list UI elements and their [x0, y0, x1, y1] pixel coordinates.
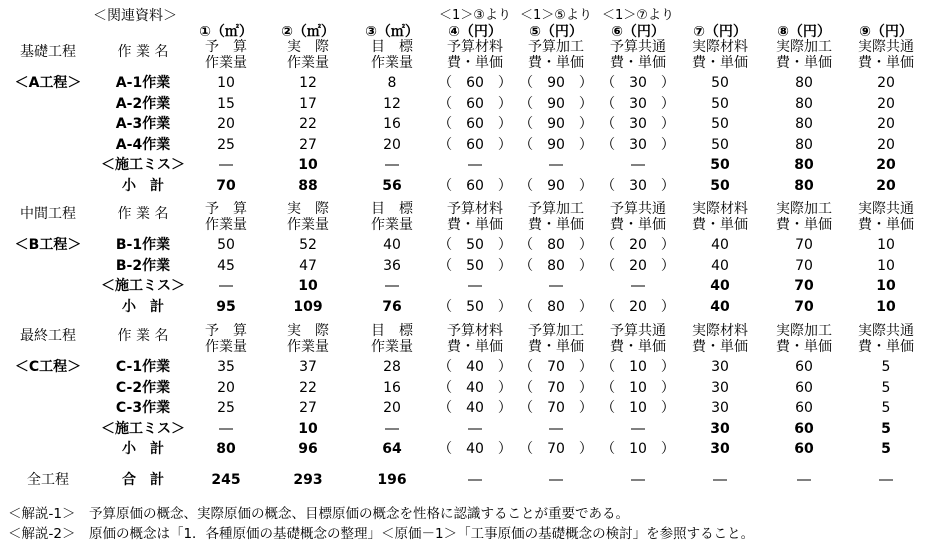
table-cell: ― — [549, 420, 563, 437]
table-cell: ― — [385, 157, 399, 173]
table-cell: （ 20 ） — [601, 257, 675, 274]
table-cell: 40 — [711, 237, 729, 253]
table-cell: 10 — [217, 75, 235, 91]
work-item-label: C-1作業 — [115, 359, 171, 375]
table-cell: 25 — [217, 400, 235, 416]
source-note: ＜1＞⑤より — [520, 8, 592, 23]
column-header: 予算共通 — [610, 323, 666, 339]
column-header-sub: 費・単価 — [528, 339, 584, 355]
table-cell: 60 — [795, 379, 813, 396]
column-header: 実際加工 — [776, 39, 832, 55]
total-cell: ― — [713, 472, 727, 488]
table-cell: 20 — [877, 136, 895, 153]
table-cell: 60 — [795, 359, 813, 375]
table-cell: 50 — [217, 237, 235, 253]
total-cell: 293 — [293, 472, 323, 488]
table-cell: ― — [219, 420, 233, 437]
stage-label: 基礎工程 — [20, 44, 76, 60]
table-cell: 70 — [795, 237, 813, 253]
column-header: 実際材料 — [692, 201, 748, 217]
column-header: 予算加工 — [528, 201, 584, 217]
table-cell: 27 — [299, 400, 317, 416]
table-cell: （ 60 ） — [438, 95, 512, 112]
table-cell: 95 — [216, 298, 236, 315]
table-cell: 20 — [876, 157, 896, 173]
table-cell: 40 — [711, 257, 729, 274]
table-cell: 10 — [877, 237, 895, 253]
column-header-sub: 費・単価 — [447, 217, 503, 233]
table-cell: ― — [219, 278, 233, 294]
table-cell: 50 — [710, 177, 730, 194]
table-cell: ― — [631, 420, 645, 437]
table-cell: （ 30 ） — [601, 177, 675, 194]
total-stage-label: 全工程 — [27, 472, 69, 488]
work-item-label: A-2作業 — [115, 95, 171, 112]
column-header-sub: 作業量 — [205, 55, 247, 71]
column-header-sub: 費・単価 — [610, 217, 666, 233]
table-cell: 5 — [881, 379, 891, 396]
column-header: 予算材料 — [447, 39, 503, 55]
table-cell: 12 — [383, 95, 401, 112]
table-cell: （ 10 ） — [601, 441, 675, 457]
total-cell: ― — [631, 472, 645, 488]
work-item-label: C-3作業 — [115, 400, 171, 416]
column-header-sub: 費・単価 — [528, 55, 584, 71]
column-header: 実際加工 — [776, 201, 832, 217]
column-header-sub: 費・単価 — [610, 55, 666, 71]
table-cell: 25 — [217, 136, 235, 153]
table-cell: ― — [219, 157, 233, 173]
table-cell: （ 90 ） — [519, 75, 593, 91]
work-item-label: A-4作業 — [115, 136, 171, 153]
column-header-sub: 費・単価 — [528, 217, 584, 233]
table-cell: 22 — [299, 116, 317, 132]
process-group-label: ＜B工程＞ — [14, 237, 82, 253]
table-cell: 96 — [298, 441, 318, 457]
total-cell: ― — [879, 472, 893, 488]
column-header: 予算加工 — [528, 323, 584, 339]
table-cell: （ 80 ） — [519, 237, 593, 253]
column-number: ②（㎡） — [281, 24, 335, 40]
column-header: 実際材料 — [692, 39, 748, 55]
table-cell: 10 — [876, 278, 896, 294]
column-header-sub: 費・単価 — [858, 55, 914, 71]
table-cell: ― — [631, 157, 645, 173]
construction-error-label: ＜施工ミス＞ — [101, 420, 185, 437]
column-number: ①（㎡） — [199, 24, 253, 40]
table-cell: 45 — [217, 257, 235, 274]
table-cell: 28 — [383, 359, 401, 375]
table-cell: 22 — [299, 379, 317, 396]
work-name-header: 作 業 名 — [117, 44, 169, 60]
total-cell: 245 — [211, 472, 241, 488]
column-header-sub: 費・単価 — [447, 55, 503, 71]
table-cell: 52 — [299, 237, 317, 253]
column-header: 予 算 — [205, 39, 247, 55]
column-header-sub: 作業量 — [371, 217, 413, 233]
column-header: 実際材料 — [692, 323, 748, 339]
column-header: 実際共通 — [858, 323, 914, 339]
column-header: 予 算 — [205, 323, 247, 339]
column-number: ⑨（円） — [859, 24, 913, 40]
column-header-sub: 費・単価 — [776, 339, 832, 355]
process-group-label: ＜C工程＞ — [14, 359, 82, 375]
table-cell: 37 — [299, 359, 317, 375]
column-header-sub: 作業量 — [287, 339, 329, 355]
table-cell: 109 — [293, 298, 323, 315]
table-cell: 15 — [217, 95, 235, 112]
table-cell: 20 — [383, 136, 401, 153]
table-cell: 50 — [711, 116, 729, 132]
column-number: ④（円） — [448, 24, 502, 40]
table-cell: （ 90 ） — [519, 177, 593, 194]
table-cell: （ 10 ） — [601, 400, 675, 416]
table-cell: 20 — [877, 95, 895, 112]
column-header: 予算加工 — [528, 39, 584, 55]
table-cell: 50 — [711, 95, 729, 112]
column-header-sub: 作業量 — [205, 339, 247, 355]
table-cell: 80 — [795, 95, 813, 112]
work-item-label: A-1作業 — [115, 75, 171, 91]
column-header-sub: 作業量 — [371, 55, 413, 71]
table-cell: 80 — [795, 116, 813, 132]
work-name-header: 作 業 名 — [117, 328, 169, 344]
table-cell: 20 — [876, 177, 896, 194]
column-header-sub: 費・単価 — [692, 217, 748, 233]
table-cell: 40 — [710, 298, 730, 315]
column-number: ③（㎡） — [365, 24, 419, 40]
subtotal-label: 小 計 — [122, 177, 164, 194]
column-header: 予算共通 — [610, 39, 666, 55]
table-cell: （ 30 ） — [601, 95, 675, 112]
source-note: ＜1＞⑦より — [602, 8, 674, 23]
table-cell: 30 — [710, 441, 730, 457]
table-cell: （ 60 ） — [438, 75, 512, 91]
table-cell: （ 90 ） — [519, 95, 593, 112]
column-header: 目 標 — [371, 201, 413, 217]
table-cell: 60 — [794, 441, 814, 457]
table-cell: 12 — [299, 75, 317, 91]
column-header: 予算材料 — [447, 323, 503, 339]
table-cell: ― — [631, 278, 645, 294]
column-header: 予算共通 — [610, 201, 666, 217]
table-cell: 30 — [710, 420, 730, 437]
total-label: 合 計 — [122, 472, 164, 488]
table-cell: （ 30 ） — [601, 75, 675, 91]
table-cell: （ 70 ） — [519, 379, 593, 396]
table-cell: 50 — [711, 136, 729, 153]
table-cell: （ 90 ） — [519, 136, 593, 153]
table-cell: 40 — [383, 237, 401, 253]
table-cell: （ 20 ） — [601, 298, 675, 315]
total-cell: ― — [468, 472, 482, 488]
table-cell: 80 — [794, 157, 814, 173]
column-header-sub: 作業量 — [287, 55, 329, 71]
process-group-label: ＜A工程＞ — [14, 75, 82, 91]
table-cell: （ 70 ） — [519, 441, 593, 457]
table-cell: 70 — [216, 177, 236, 194]
table-cell: （ 40 ） — [438, 379, 512, 396]
table-cell: 20 — [217, 116, 235, 132]
column-header-sub: 作業量 — [371, 339, 413, 355]
table-cell: （ 30 ） — [601, 116, 675, 132]
table-cell: （ 10 ） — [601, 379, 675, 396]
table-cell: （ 20 ） — [601, 237, 675, 253]
table-cell: 30 — [711, 400, 729, 416]
column-header-sub: 費・単価 — [776, 217, 832, 233]
construction-error-label: ＜施工ミス＞ — [101, 278, 185, 294]
table-cell: 80 — [794, 177, 814, 194]
total-cell: 196 — [377, 472, 407, 488]
table-cell: 10 — [298, 278, 318, 294]
construction-error-label: ＜施工ミス＞ — [101, 157, 185, 173]
table-cell: 36 — [383, 257, 401, 274]
table-cell: （ 30 ） — [601, 136, 675, 153]
column-number: ⑦（円） — [693, 24, 747, 40]
table-cell: 20 — [877, 75, 895, 91]
column-number: ⑤（円） — [529, 24, 583, 40]
table-cell: 10 — [298, 157, 318, 173]
column-header: 実 際 — [287, 323, 329, 339]
total-cell: ― — [549, 472, 563, 488]
table-cell: 88 — [298, 177, 318, 194]
column-header-sub: 費・単価 — [610, 339, 666, 355]
column-number: ⑧（円） — [777, 24, 831, 40]
table-cell: 20 — [877, 116, 895, 132]
table-cell: ― — [468, 420, 482, 437]
table-cell: 8 — [387, 75, 397, 91]
work-name-header: 作 業 名 — [117, 206, 169, 222]
table-cell: （ 50 ） — [438, 298, 512, 315]
table-cell: 10 — [298, 420, 318, 437]
stage-label: 最終工程 — [20, 328, 76, 344]
table-cell: 16 — [383, 379, 401, 396]
column-header-sub: 費・単価 — [692, 339, 748, 355]
column-header-sub: 費・単価 — [858, 339, 914, 355]
related-materials-label: ＜関連資料＞ — [93, 8, 177, 24]
table-cell: （ 50 ） — [438, 257, 512, 274]
table-cell: ― — [468, 278, 482, 294]
table-cell: ― — [385, 420, 399, 437]
table-cell: 35 — [217, 359, 235, 375]
work-item-label: C-2作業 — [115, 379, 171, 396]
table-cell: 80 — [795, 136, 813, 153]
column-header: 実際共通 — [858, 39, 914, 55]
table-cell: 47 — [299, 257, 317, 274]
table-cell: 5 — [881, 400, 891, 416]
column-header: 実 際 — [287, 39, 329, 55]
source-note: ＜1＞③より — [439, 8, 511, 23]
table-cell: 56 — [382, 177, 402, 194]
table-cell: 80 — [216, 441, 236, 457]
column-header: 目 標 — [371, 39, 413, 55]
table-cell: （ 70 ） — [519, 359, 593, 375]
table-cell: 76 — [382, 298, 402, 315]
table-cell: 20 — [217, 379, 235, 396]
table-cell: （ 10 ） — [601, 359, 675, 375]
column-header-sub: 作業量 — [287, 217, 329, 233]
column-header: 予算材料 — [447, 201, 503, 217]
table-cell: 5 — [881, 359, 891, 375]
table-cell: ― — [385, 278, 399, 294]
column-header: 実 際 — [287, 201, 329, 217]
table-cell: （ 40 ） — [438, 441, 512, 457]
column-header: 実際加工 — [776, 323, 832, 339]
table-cell: 10 — [877, 257, 895, 274]
table-cell: 60 — [794, 420, 814, 437]
stage-label: 中間工程 — [20, 206, 76, 222]
table-cell: 30 — [711, 359, 729, 375]
column-header: 実際共通 — [858, 201, 914, 217]
subtotal-label: 小 計 — [122, 441, 164, 457]
table-cell: 50 — [710, 157, 730, 173]
table-cell: （ 40 ） — [438, 400, 512, 416]
work-item-label: B-1作業 — [115, 237, 171, 253]
table-cell: 30 — [711, 379, 729, 396]
table-cell: 70 — [794, 278, 814, 294]
table-cell: 5 — [881, 441, 891, 457]
table-cell: 16 — [383, 116, 401, 132]
explanation-note: ＜解説-1＞ 予算原価の概念、実際原価の概念、目標原価の概念を性格に認識することが重要である。 — [8, 506, 629, 522]
column-header: 予 算 — [205, 201, 247, 217]
table-cell: 80 — [795, 75, 813, 91]
table-cell: （ 60 ） — [438, 136, 512, 153]
column-header-sub: 費・単価 — [776, 55, 832, 71]
column-header: 目 標 — [371, 323, 413, 339]
table-cell: 27 — [299, 136, 317, 153]
work-item-label: B-2作業 — [115, 257, 171, 274]
column-header-sub: 費・単価 — [447, 339, 503, 355]
table-cell: 60 — [795, 400, 813, 416]
table-cell: 5 — [881, 420, 891, 437]
table-cell: （ 60 ） — [438, 116, 512, 132]
table-cell: （ 40 ） — [438, 359, 512, 375]
table-cell: 70 — [795, 257, 813, 274]
table-cell: （ 70 ） — [519, 400, 593, 416]
table-cell: 10 — [876, 298, 896, 315]
table-cell: 64 — [382, 441, 402, 457]
table-cell: ― — [468, 157, 482, 173]
table-cell: （ 50 ） — [438, 237, 512, 253]
table-cell: 20 — [383, 400, 401, 416]
total-cell: ― — [797, 472, 811, 488]
column-number: ⑥（円） — [611, 24, 665, 40]
column-header-sub: 費・単価 — [858, 217, 914, 233]
explanation-note: ＜解説-2＞ 原価の概念は「1．各種原価の基礎概念の整理」＜原価－1＞「工事原価の基礎概念の検討」を参照すること。 — [8, 526, 755, 542]
table-cell: 50 — [711, 75, 729, 91]
table-cell: ― — [549, 278, 563, 294]
table-cell: （ 80 ） — [519, 298, 593, 315]
column-header-sub: 作業量 — [205, 217, 247, 233]
table-cell: （ 60 ） — [438, 177, 512, 194]
table-cell: （ 90 ） — [519, 116, 593, 132]
column-header-sub: 費・単価 — [692, 55, 748, 71]
table-cell: 40 — [710, 278, 730, 294]
table-cell: 70 — [794, 298, 814, 315]
subtotal-label: 小 計 — [122, 298, 164, 315]
table-cell: ― — [549, 157, 563, 173]
work-item-label: A-3作業 — [115, 116, 171, 132]
table-cell: 17 — [299, 95, 317, 112]
table-cell: （ 80 ） — [519, 257, 593, 274]
